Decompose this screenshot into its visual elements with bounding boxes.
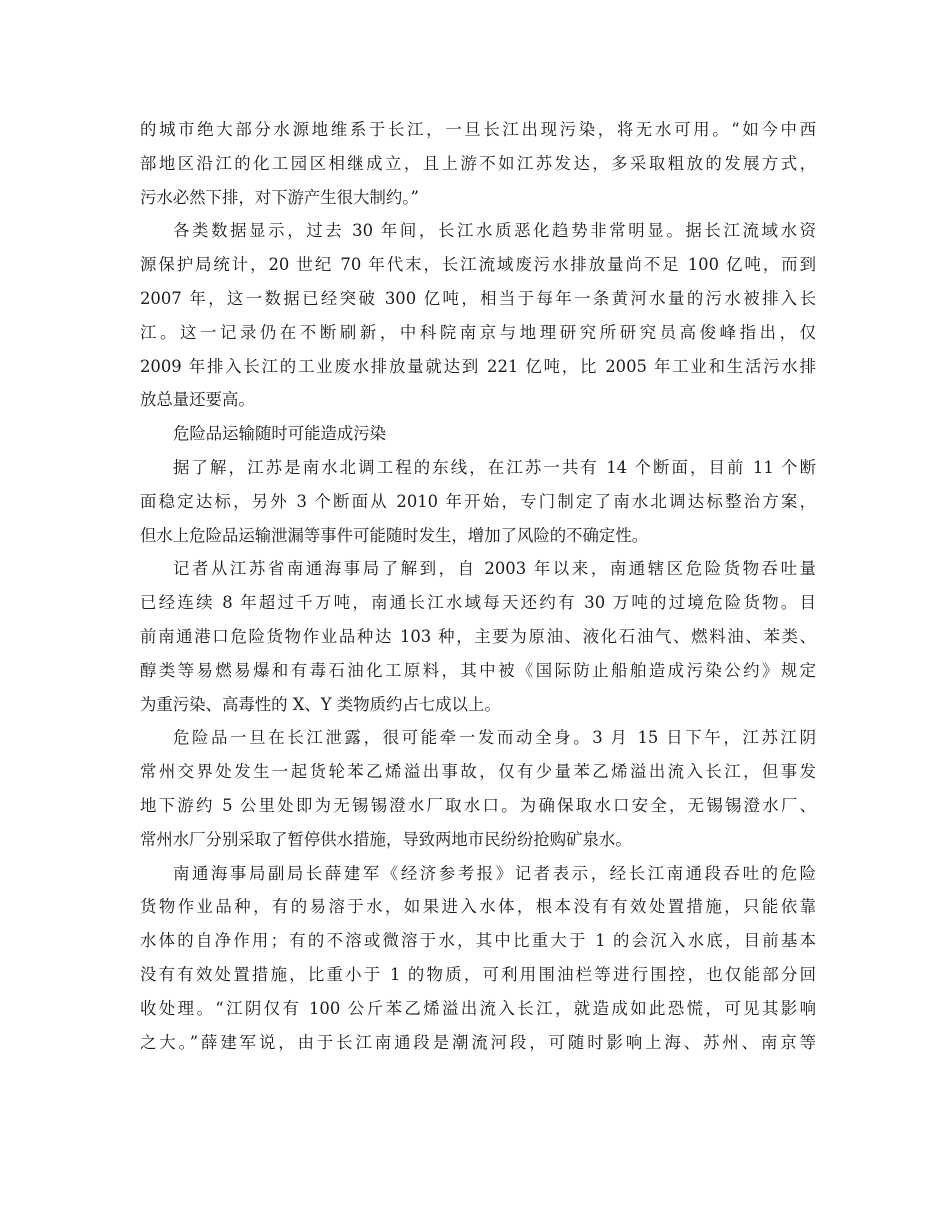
- text-line: 的城市绝大部分水源地维系于长江，一旦长江出现污染，将无水可用。“如今中西: [140, 120, 816, 139]
- text-line: 南通海事局副局长薛建军《经济参考报》记者表示，经长江南通段吞吐的危险: [173, 863, 816, 883]
- text-line: 地下游约 5 公里处即为无锡锡澄水厂取水口。为确保取水口安全，无锡锡澄水厂、: [140, 795, 816, 815]
- text-line: 记者从江苏省南通海事局了解到，自 2003 年以来，南通辖区危险货物吞吐量: [173, 559, 816, 579]
- document-body: [140, 113, 816, 1059]
- text-line: 源保护局统计，20 世纪 70 年代末，长江流域废污水排放量尚不足 100 亿吨，而到: [140, 255, 816, 275]
- text-line: 常州水厂分别采取了暂停供水措施，导致两地市民纷纷抢购矿泉水。: [140, 829, 632, 849]
- text-line: 水体的自净作用；有的不溶或微溶于水，其中比重大于 1 的会沉入水底，目前基本: [140, 931, 816, 951]
- document-page: [140, 113, 816, 1059]
- text-line: 面稳定达标，另外 3 个断面从 2010 年开始，专门制定了南水北调达标整治方案，: [140, 491, 816, 511]
- text-line: 危险品一旦在长江泄露，很可能牵一发而动全身。3 月 15 日下午，江苏江阴: [173, 728, 816, 748]
- text-line: 2007 年，这一数据已经突破 300 亿吨，相当于每年一条黄河水量的污水被排入长: [140, 288, 816, 308]
- text-line: 醇类等易燃易爆和有毒石油化工原料，其中被《国际防止船舶造成污染公约》规定: [140, 660, 816, 680]
- text-line: 放总量还要高。: [140, 390, 255, 410]
- text-line: 据了解，江苏是南水北调工程的东线，在江苏一共有 14 个断面，目前 11 个断: [173, 457, 816, 477]
- text-line: 货物作业品种，有的易溶于水，如果进入水体，根本没有有效处置措施，只能依靠: [140, 897, 816, 917]
- text-line: 危险品运输随时可能造成污染: [173, 424, 387, 444]
- text-line: 2009 年排入长江的工业废水排放量就达到 221 亿吨，比 2005 年工业和生活污水排: [140, 356, 816, 376]
- text-line: 江。这一记录仍在不断刷新，中科院南京与地理研究所研究员高俊峰指出，仅: [140, 322, 816, 342]
- text-line: 前南通港口危险货物作业品种达 103 种，主要为原油、液化石油气、燃料油、苯类、: [140, 626, 816, 646]
- text-line: 常州交界处发生一起货轮苯乙烯溢出事故，仅有少量苯乙烯溢出流入长江，但事发: [140, 762, 816, 782]
- text-line: 之大。”薛建军说，由于长江南通段是潮流河段，可随时影响上海、苏州、南京等: [140, 1032, 816, 1052]
- text-line: 各类数据显示，过去 30 年间，长江水质恶化趋势非常明显。据长江流域水资: [173, 221, 816, 241]
- text-line: 已经连续 8 年超过千万吨，南通长江水域每天还约有 30 万吨的过境危险货物。目: [140, 593, 816, 613]
- text-line: 部地区沿江的化工园区相继成立，且上游不如江苏发达，多采取粗放的发展方式，: [140, 153, 816, 173]
- text-line: 污水必然下排，对下游产生很大制约。”: [140, 187, 419, 207]
- text-line: 但水上危险品运输泄漏等事件可能随时发生，增加了风险的不确定性。: [140, 525, 649, 545]
- text-line: 为重污染、高毒性的 X、Y 类物质约占七成以上。: [140, 694, 501, 714]
- text-line: 没有有效处置措施，比重小于 1 的物质，可利用围油栏等进行围控，也仅能部分回: [140, 964, 816, 984]
- text-line: 收处理。“江阴仅有 100 公斤苯乙烯溢出流入长江，就造成如此恐慌，可见其影响: [140, 998, 816, 1018]
